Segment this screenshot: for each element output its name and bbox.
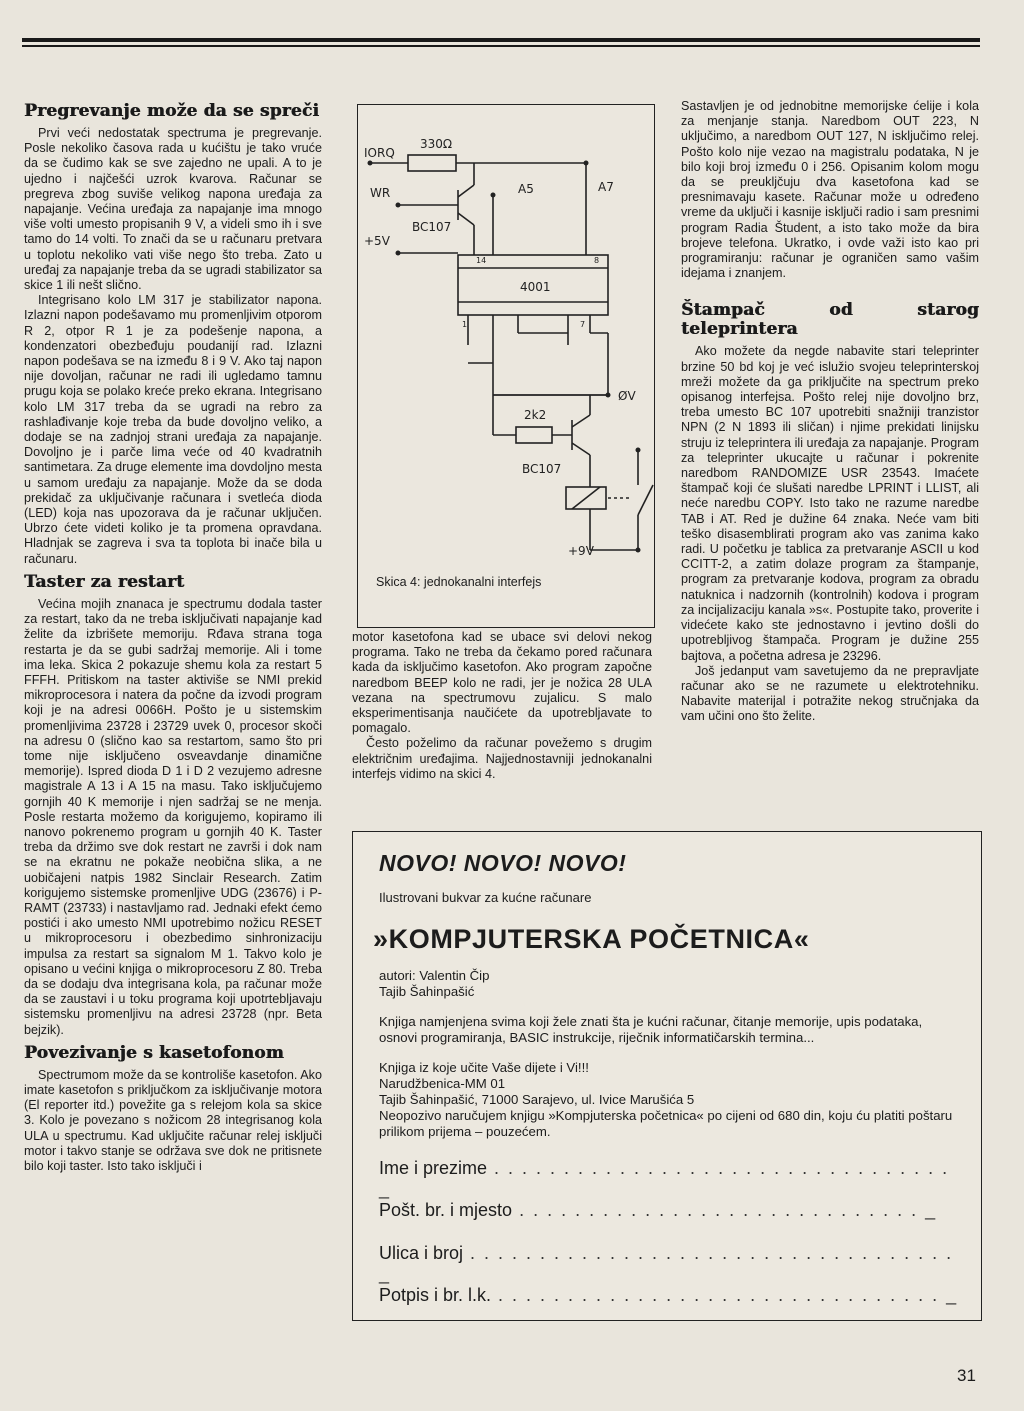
label-a7: A7 — [598, 180, 614, 194]
dots: . . . . . . . . . . . . . . . . . . . . . . . . . . . . . . . . . _ — [379, 1158, 950, 1199]
paragraph: Integrisano kolo LM 317 je stabilizator napona. Izlazni napon podešavamo mu promenljivim otporom R 2, otpor R 1 je za podešenje napona, a kondenzatori obezbeđuju poudanijí rad. Izlazni napon podešava se na između 8 i 9 V. Ako taj napon nije dovoljan, računar ne radi ili ugledamo tamnu prugu koja se polako kreće preko ekrana. Integrisano kolo LM 317 treba da se ugradi na rebro za rashlađivanje koje treba da bude dovoljno veliko, a dodaje se na zadnjoj strani uređaja za napajanje. Dovoljno je i parče lima veće od 40 kvadratnih santimetara. Za druge elemente ima dovdoljno mesta u samom uređaju za napajanje. Može da se doda prekidač za uključivanje računara i svetleća dioda (LED) koja nas upozorava da je računar uključen. Ubrzo ćete videti koliko je ta promena opravdana. Hladnjak se zagreva i sva ta toplota bi inače bila u računaru. — [24, 293, 322, 566]
label-9v: +9V — [568, 544, 594, 558]
label-chip: 4001 — [520, 280, 551, 294]
ad-book-title: »KOMPJUTERSKA POČETNICA« — [373, 924, 810, 954]
label-5v: +5V — [364, 234, 390, 248]
dots: . . . . . . . . . . . . . . . . . . . . . . . . . . . . . _ — [512, 1200, 938, 1220]
book-advertisement — [352, 831, 982, 1321]
paragraph: Ako možete da negde nabavite stari teleprinter brzine 50 bd koj je već islužio svojeu teleprinterskoj mreži možete da ga priključite na spectrum preko opisanog interfejsa. Pošto relej nije dovoljno brz, treba umesto BC 107 upotrebiti snažniji tranzistor NPN (2 N 1893 ili sličan) i njime prekidati linijsku struju iz teleprintera ili uređaja za napajanje. Program za teleprinter ukucajte u računar i pokrenite naredbom RANDOMIZE USR 23543. Imaćete štampač koji će slušati naredbe LPRINT i LLIST, ali neće naredbu COPY. Isto tako ne razume naredbe TAB i AT. Red je dužine 64 znaka. Neće vam biti teško disasemblirati program ako vas zanima kako radi. U početku je tablica za pretvaranje ASCII u kod CCITT-2, a zatim dolaze program za štampanje, program za pretvaranje kodova, program za obradu natuknica i nadzornih (kontrolnih) kodova i program za incijalizaciju kanala »s«. Postupite tako, proverite i videćete kako ste jednostavno i jevtino došli do upotrebljivog štampača. Program je dužine 255 bajtova, a početna adresa je 23296. — [681, 344, 979, 663]
dots: . . . . . . . . . . . . . . . . . . . . . . . . . . . . . . . . . . . _ — [379, 1243, 954, 1284]
ad-authors-1: autori: Valentin Čip — [379, 968, 490, 983]
heading-teleprinter: Štampač od starog teleprintera — [681, 300, 979, 340]
field-name[interactable] — [379, 1158, 959, 1200]
ad-description: Knjiga namjenjena svima koji žele znati šta je kućni računar, čitanje memorije, upis podataka, osnovi programiranja, BASIC instrukcije, riječnik informatičarskih termina... — [379, 1014, 923, 1045]
ad-subtitle: Ilustrovani bukvar za kućne računare — [379, 890, 592, 905]
label-a5: A5 — [518, 182, 534, 196]
top-rule-thin — [22, 45, 980, 47]
label-pin7: 7 — [580, 320, 586, 329]
label-t1: BC107 — [412, 220, 452, 234]
label-0v: ØV — [618, 389, 636, 403]
circuit-diagram — [358, 105, 654, 570]
heading-restart-button: Taster za restart — [24, 571, 185, 592]
paragraph: Još jedanput vam savetujemo da ne prepravljate računar ako se ne razumete u elektrotehniku. Nabavite materijal i potražite nekog stručnjaka da vam učini ono što želite. — [681, 663, 979, 724]
ad-authors-2: Tajib Šahinpašić — [379, 984, 475, 999]
heading-cassette: Povezivanje s kasetofonom — [24, 1042, 284, 1063]
paragraph: motor kasetofona kad se ubace svi delovi nekog programa. Tako ne treba da čekamo pored računara kada da isključimo kasetofon. Ako program započne naredbom BEEP kolo ne radi, jer je nožica 28 ULA vezana na spectrumovu zujalicu. S malo eksperimentisanja naučićete da upotrebljavate to pomagalo. — [352, 630, 652, 736]
label-r2: 2k2 — [524, 408, 547, 422]
label-t2: BC107 — [522, 462, 562, 476]
left-column — [24, 96, 322, 1174]
paragraph: Spectrumom može da se kontroliše kasetofon. Ako imate kasetofon s priključkom za isključivanje motora (El reporter itd.) povežite ga s relejom kola sa skice 3. Kolo je povezano s nožicom 28 integrisanog kola ULA u spectrumu. Kad uključite računar relej isključi motor i takvo stanje se održava sve dok ne pritisnete bilo koji taster. Isto tako isključi i — [24, 1067, 322, 1173]
page-number: 31 — [957, 1366, 976, 1385]
label-pin14: 14 — [476, 256, 487, 265]
paragraph: Često poželimo da računar povežemo s drugim električnim uređajima. Najjednostavniji jednokanalni interfejs vidimo na skici 4. — [352, 736, 652, 781]
circuit-figure — [357, 104, 655, 628]
right-column — [681, 99, 979, 725]
paragraph: Sastavljen je od jednobitne memorijske ćelije i kola za menjanje stanja. Naredbom OUT 223, N uključimo, a naredbom OUT 127, N isključimo relej. Pošto kolo nije vezao na magistralu podataka, N je bilo koji broj između 0 i 256. Opisanim kolom mogu da se preukljčuju dva kasetofona kad se presnimavaju kasete. Računar može u određeno vreme da uključi i kasnije isključi radio i sam presnimi program Radia Študent, a isto tako može da bira brojeve telefona. Ukratko, i ovde važi isto kao pri programiranju: računar je ograničen samo vašim idejama i znanjem. — [681, 99, 979, 281]
top-rule-thick — [22, 38, 980, 42]
heading-overheating: Pregrevanje može da se spreči — [24, 101, 320, 121]
field-signature[interactable] — [379, 1285, 959, 1306]
paragraph: Većina mojih znanaca je spectrumu dodala taster za restart, tako da ne treba isključivati napajanje kad želite da izbrišete memoriju. Rđava strana toga restarta je da se gubi sadržaj memorije. Ali i tome ima leka. Skica 2 pokazuje shemu kola za restart 5 FFFH. Pritiskom na taster aktiviše se NMI prekid mikroprocesora i natera da počne da izvodi program koji je na adresi 0066H. Pošto je u sistemskim promenljivima 23728 i 23729 uvek 0, procesor skoči na adresu 0 (slično kao sa restartom, samo što pri tome nije isključeno osveavdanje dinamične memorije). Ispred dioda D 1 i D 2 vezujemo adresne magistrale A 13 i A 15 na masu. Tako isključujemo gornjih 40 K memorije i njen sadržaj se ne menja. Posle restarta možemo da korigujemo, kopiramo ili nanovo pokrenemo program u gornjih 40 K. Taster treba da držimo sve dok restart ne završi i dok nam se na ekratnu ne pokaže neobična slika, a ne uobičajeni natpis 1982 Sinclair Research. Zatim korigujemo sistemske promenljive UDG (23676) i P-RAMT (23733) i nastavljamo rad. Jednaki efekt ćemo postići i ako umesto NMI upotrebimo nožicu RESET u mikroprocesoru i obezbedimo sinhronizaciju impulsa za restart sa signalom M 1. Takvo kolo je opisano u većini knjiga o mikroprocesoru Z 80. Treba da se dodaju dva integrisana kola, pa računar može da se zaustavi i u toku programa koji upotrtebljavaju sistemsku promenljivu na adresi 23728 (npr. Beta bejzik). — [24, 596, 322, 1037]
label-wr: WR — [370, 186, 391, 200]
field-street[interactable] — [379, 1243, 959, 1285]
label-pin8: 8 — [594, 256, 600, 265]
field-name-label: Ime i prezime — [379, 1158, 488, 1178]
label-iorq: IORQ — [364, 146, 395, 160]
ad-tagline: Knjiga iz koje učite Vaše dijete i Vi!!! — [379, 1060, 589, 1075]
figure-caption: Skica 4: jednokanalni interfejs — [376, 575, 542, 589]
ad-headline: NOVO! NOVO! NOVO! — [379, 850, 627, 876]
middle-column — [352, 630, 652, 782]
label-pin1: 1 — [462, 320, 468, 329]
label-r1: 330Ω — [420, 137, 453, 151]
ad-order-text: Neopozivo naručujem knjigu »Kompjuterska početnica« po cijeni od 680 din, koju ću platiti poštaru prilikom prijema – pouzećem. — [379, 1108, 953, 1139]
dots: . . . . . . . . . . . . . . . . . . . . . . . . . . . . . . . . _ — [491, 1285, 959, 1305]
field-street-label: Ulica i broj — [379, 1243, 464, 1263]
field-postal-label: Pošt. br. i mjesto — [379, 1200, 513, 1220]
field-postal[interactable] — [379, 1200, 959, 1221]
paragraph: Prvi veći nedostatak spectruma je pregrevanje. Posle nekoliko časova rada u kućištu je tako vruće da se čudimo kak se sve zajedno ne upali. A to je ujedno i najčešći uzrok kvarova. Računar se pregreva zbog suviše velikog napona uređaja za napajanje. Većina uređaja za napajanje ima mnogo više volti umesto propisanih 9 V, a videli smo ih i sve tamo do 14 volti. To znači da se u računaru pretvara u toplotu nekoliko vati više nego što treba. Zato u uređaj za napajanje treba da se ugradi stabilizator sa skice 1 ili nešt slično. — [24, 126, 322, 293]
ad-order-address: Tajib Šahinpašić, 71000 Sarajevo, ul. Ivice Marušića 5 — [379, 1092, 695, 1107]
ad-order-code: Narudžbenica-MM 01 — [379, 1076, 506, 1091]
field-signature-label: Potpis i br. l.k. — [379, 1285, 492, 1305]
